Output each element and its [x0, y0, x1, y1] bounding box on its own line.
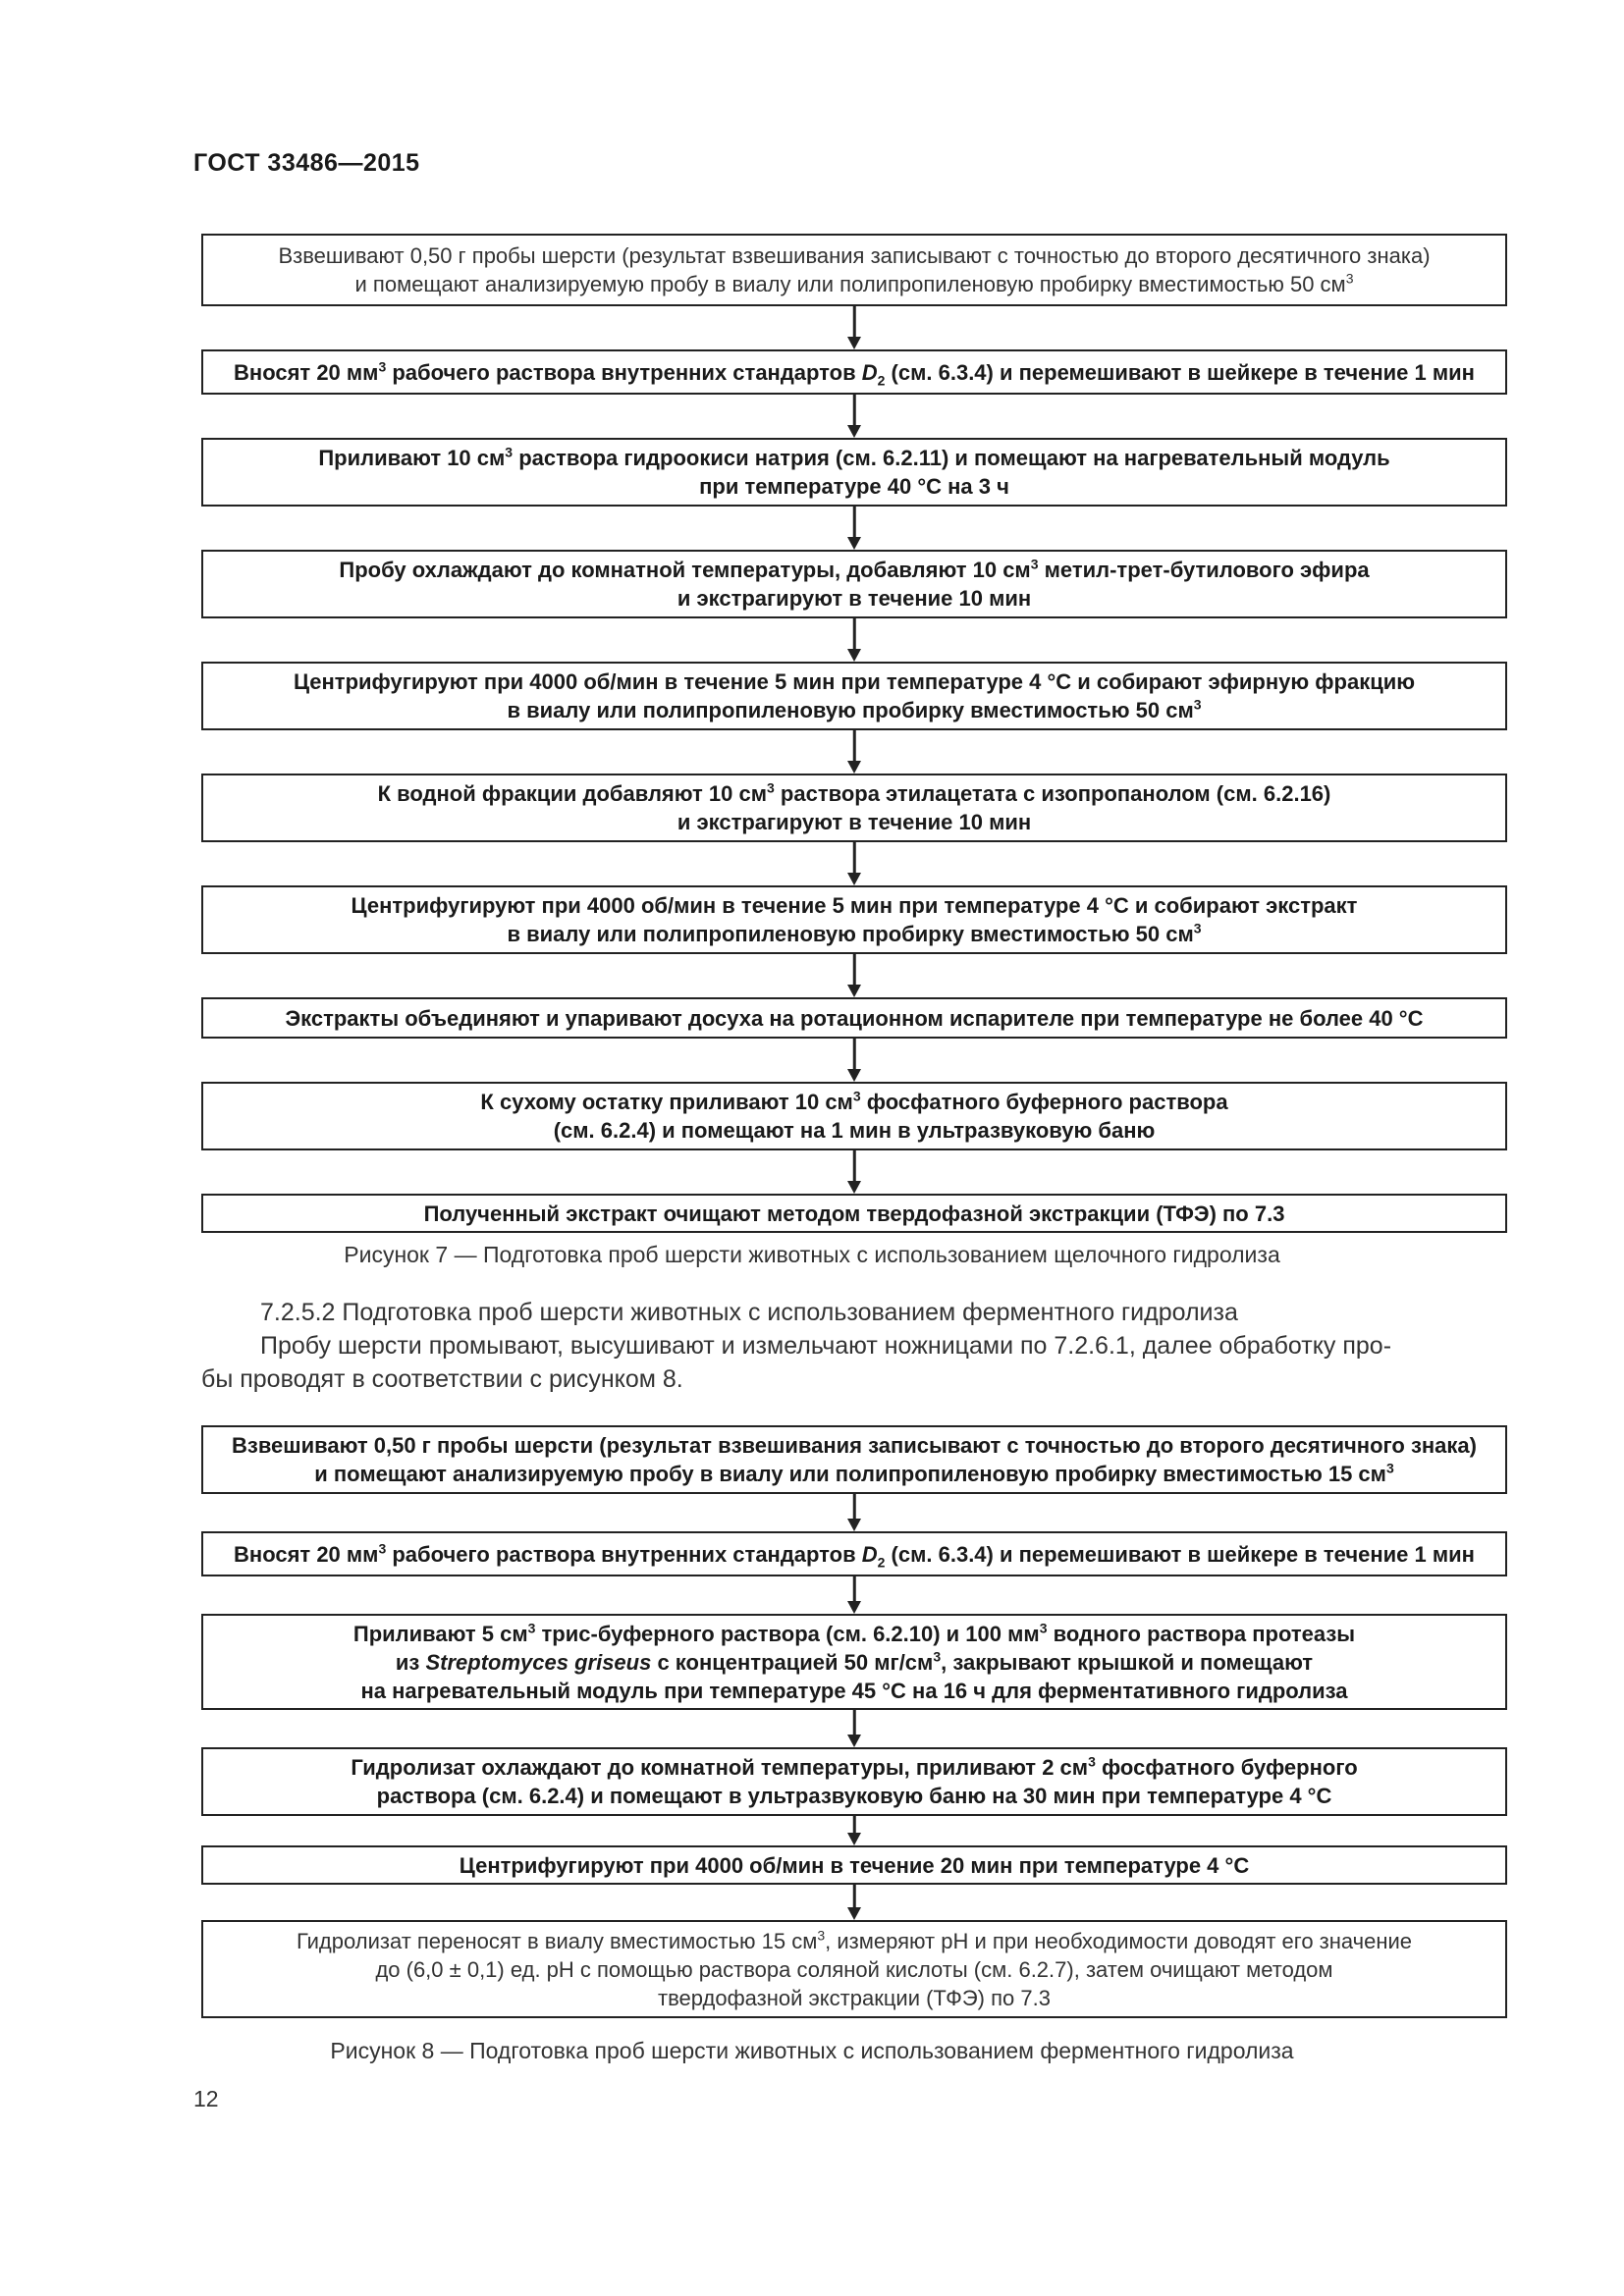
arrow-down-icon	[201, 1150, 1507, 1194]
flow-step: Вносят 20 $мм^3$ рабочего раствора внутренних стандартов $D_2$ (см. 6.3.4) и перемешивают в шейкере в течение 1 мин	[201, 1531, 1507, 1576]
arrow-down-icon	[201, 954, 1507, 997]
figure-8-caption: Рисунок 8 — Подготовка проб шерсти животных с использованием ферментного гидролиза	[330, 2038, 1294, 2063]
flow-step: Центрифугируют при 4000 об/мин в течение 5 мин при температуре 4 °С и собирают экстракт в виалу или полипропиленовую пробирку вместимостью 50 $см^3$	[201, 885, 1507, 954]
flow-step: Экстракты объединяют и упаривают досуха на ротационном испарителе при температуре не более 40 °С	[201, 997, 1507, 1039]
flow-step: Центрифугируют при 4000 об/мин в течение 5 мин при температуре 4 °С и собирают эфирную фракцию в виалу или полипропиленовую пробирку вместимостью 50 $см^3$	[201, 662, 1507, 730]
arrow-down-icon	[201, 1039, 1507, 1082]
flow-step: Гидролизат охлаждают до комнатной температуры, приливают 2 $см^3$ фосфатного буферного раствора (см. 6.2.4) и помещают в ультразвуковую баню на 30 мин при температуре 4 °С	[201, 1747, 1507, 1816]
flow-step: К сухому остатку приливают 10 $см^3$ фосфатного буферного раствора (см. 6.2.4) и помещают на 1 мин в ультразвуковую баню	[201, 1082, 1507, 1150]
arrow-down-icon	[201, 618, 1507, 662]
arrow-down-icon	[201, 1710, 1507, 1747]
arrow-down-icon	[201, 1494, 1507, 1531]
flow-step: Взвешивают 0,50 г пробы шерсти (результат взвешивания записывают с точностью до второго десятичного знака) и помещают анализируемую пробу в виалу или полипропиленовую пробирку вместимостью 15 $см^3$	[201, 1425, 1507, 1494]
flow-step: Взвешивают 0,50 г пробы шерсти (результат взвешивания записывают с точностью до второго десятичного знака) и помещают анализируемую пробу в виалу или полипропиленовую пробирку вместимостью 50 $см^3$	[201, 234, 1507, 306]
flow-step: Центрифугируют при 4000 об/мин в течение 20 мин при температуре 4 °С	[201, 1845, 1507, 1885]
arrow-down-icon	[201, 395, 1507, 438]
document-header: ГОСТ 33486—2015	[193, 149, 420, 177]
paragraph-line: Пробу шерсти промывают, высушивают и измельчают ножницами по 7.2.6.1, далее обработку про-	[260, 1332, 1392, 1360]
section-text	[201, 1296, 1507, 1396]
flow-step: Вносят 20 $мм^3$ рабочего раствора внутренних стандартов $D_2$ (см. 6.3.4) и перемешивают в шейкере в течение 1 мин	[201, 349, 1507, 395]
arrow-down-icon	[201, 1816, 1507, 1845]
figure-7-flowchart	[201, 234, 1507, 1233]
arrow-down-icon	[201, 842, 1507, 885]
flow-step: Приливают 5 $см^3$ трис-буферного раствора (см. 6.2.10) и 100 $мм^3$ водного раствора протеазы из Streptomyces griseus с концентрацией 50 $мг/см^3$, закрывают крышкой и помещают на нагревательный модуль при температуре 45 °С на 16 ч для ферментативного гидролиза	[201, 1614, 1507, 1710]
arrow-down-icon	[201, 1885, 1507, 1920]
arrow-down-icon	[201, 1576, 1507, 1614]
flow-step: Приливают 10 $см^3$ раствора гидроокиси натрия (см. 6.2.11) и помещают на нагревательный модуль при температуре 40 °С на 3 ч	[201, 438, 1507, 507]
page-number: 12	[193, 2086, 219, 2111]
figure-7-caption: Рисунок 7 — Подготовка проб шерсти животных с использованием щелочного гидролиза	[344, 1242, 1280, 1267]
flow-step: Гидролизат переносят в виалу вместимостью 15 $см^3$, измеряют рН и при необходимости доводят его значение до (6,0 ± 0,1) ед. рН с помощью раствора соляной кислоты (см. 6.2.7), затем очищают методом твердофазной экстракции (ТФЭ) по 7.3	[201, 1920, 1507, 2018]
arrow-down-icon	[201, 730, 1507, 774]
figure-8-flowchart	[201, 1425, 1507, 2018]
section-heading: 7.2.5.2 Подготовка проб шерсти животных с использованием ферментного гидролиза	[260, 1299, 1238, 1326]
arrow-down-icon	[201, 306, 1507, 349]
flow-step: К водной фракции добавляют 10 $см^3$ раствора этилацетата с изопропанолом (см. 6.2.16) и экстрагируют в течение 10 мин	[201, 774, 1507, 842]
arrow-down-icon	[201, 507, 1507, 550]
flow-step: Пробу охлаждают до комнатной температуры, добавляют 10 $см^3$ метил-трет-бутилового эфира и экстрагируют в течение 10 мин	[201, 550, 1507, 618]
paragraph-line: бы проводят в соответствии с рисунком 8.	[201, 1365, 683, 1393]
flow-step: Полученный экстракт очищают методом твердофазной экстракции (ТФЭ) по 7.3	[201, 1194, 1507, 1233]
